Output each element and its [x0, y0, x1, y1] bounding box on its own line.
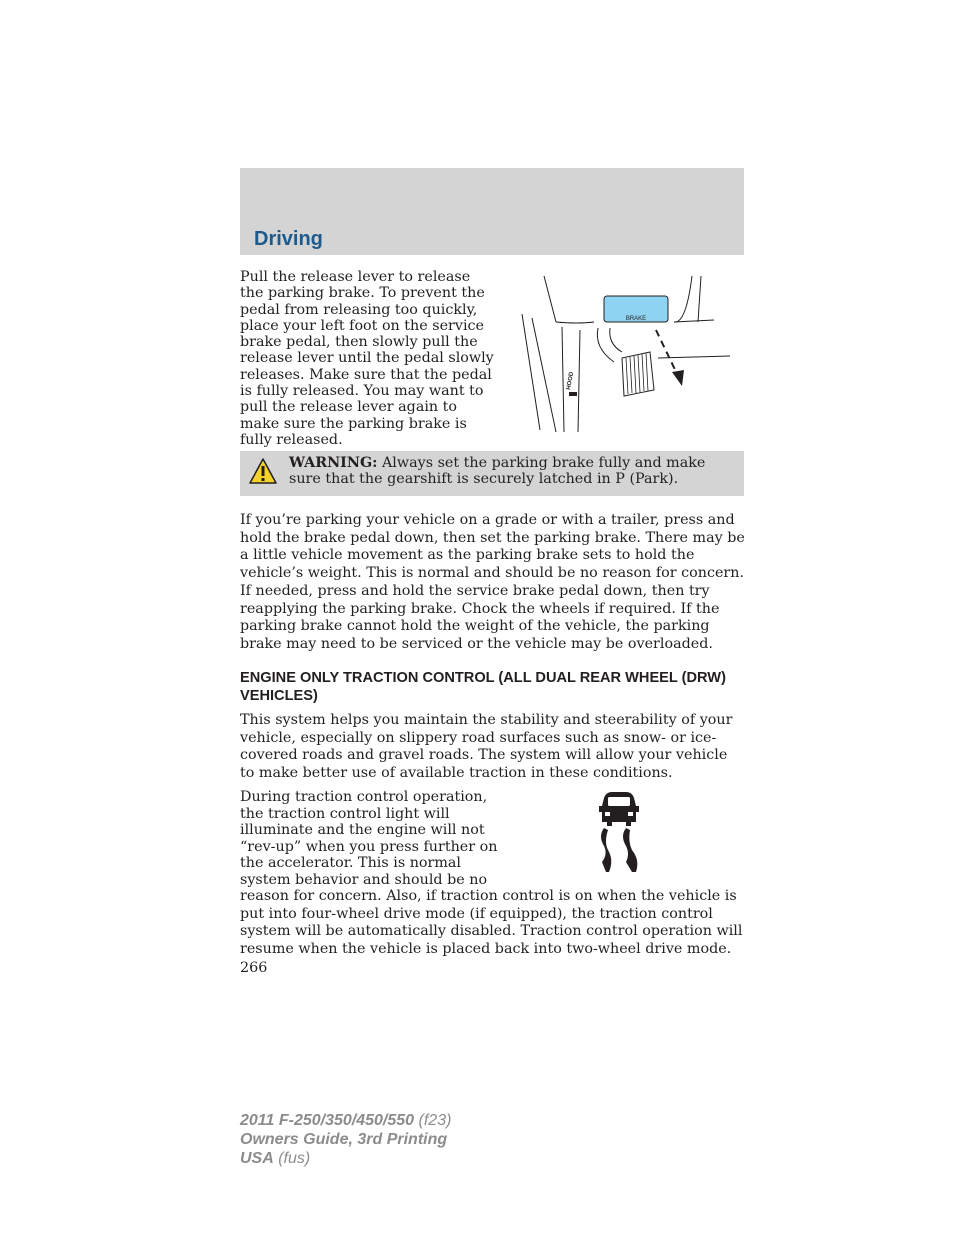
- traction-line: the traction control light will: [240, 805, 450, 822]
- parking-brake-release-paragraph: Pull the release lever to release the parking brake. To prevent the pedal from releasing too quickly, place your left foot on the service brake pedal, then slowly pull the release lever until the pedal slowly releases. Make sure that the pedal is fully released. You may want to pull the release lever again to make sure the parking brake is fully released.: [240, 269, 494, 448]
- traction-line: illuminate and the engine will not: [240, 822, 485, 838]
- traction-line: system behavior and should be no: [240, 871, 488, 888]
- traction-control-heading: ENGINE ONLY TRACTION CONTROL (ALL DUAL REAR WHEEL (DRW) VEHICLES): [240, 670, 726, 704]
- warning-label: WARNING:: [289, 455, 378, 471]
- traction-rest-text: reason for concern. Also, if traction control is on when the vehicle is put into four-wheel drive mode (if equipped), the traction control system will be automatically disabled. Traction control operation will resume when the vehicle is placed back into two-wheel drive mode.: [240, 888, 743, 958]
- warning-triangle-icon: [248, 457, 278, 485]
- hood-label: HOOD: [566, 371, 576, 391]
- grade-parking-paragraph: If you’re parking your vehicle on a grade or with a trailer, press and hold the brake pedal down, then set the parking brake. There may be a little vehicle movement as the parking brake sets to hold the vehicle’s weight. This is normal and should be no reason for concern. If needed, press and hold the service brake pedal down, then try reapplying the parking brake. Chock the wheels if required. If the parking brake cannot hold the weight of the vehicle, the parking brake may need to be serviced or the vehicle may be overloaded.: [240, 512, 745, 652]
- footer-model-code: (f23): [414, 1112, 452, 1129]
- warning-box: [240, 451, 744, 496]
- footer-model: 2011 F-250/350/450/550: [240, 1112, 415, 1129]
- traction-control-light-icon: [596, 790, 642, 874]
- traction-intro-paragraph: This system helps you maintain the stability and steerability of your vehicle, especially on slippery road surfaces such as snow- or ice-covered roads and gravel roads. The system will allow your vehicle to make better use of available traction in these conditions.: [240, 712, 733, 782]
- traction-line: “rev-up” when you press further on: [240, 838, 498, 855]
- traction-operation-paragraph: [240, 789, 746, 959]
- brake-label: BRAKE: [625, 316, 647, 322]
- footer-market: USA: [240, 1150, 274, 1167]
- warning-body: Always set the parking brake fully and make sure that the gearshift is securely latched in P (Park).: [289, 455, 706, 488]
- traction-line: During traction control operation,: [240, 789, 488, 805]
- parking-brake-pedal-illustration: [518, 272, 732, 432]
- warning-text: [289, 455, 729, 488]
- footer-market-code: (fus): [273, 1150, 311, 1167]
- section-title: Driving: [254, 228, 323, 250]
- traction-line: the accelerator. This is normal: [240, 855, 462, 871]
- footer-guide: Owners Guide, 3rd Printing: [240, 1131, 448, 1148]
- page-number: 266: [240, 960, 268, 976]
- document-footer: [240, 1111, 451, 1168]
